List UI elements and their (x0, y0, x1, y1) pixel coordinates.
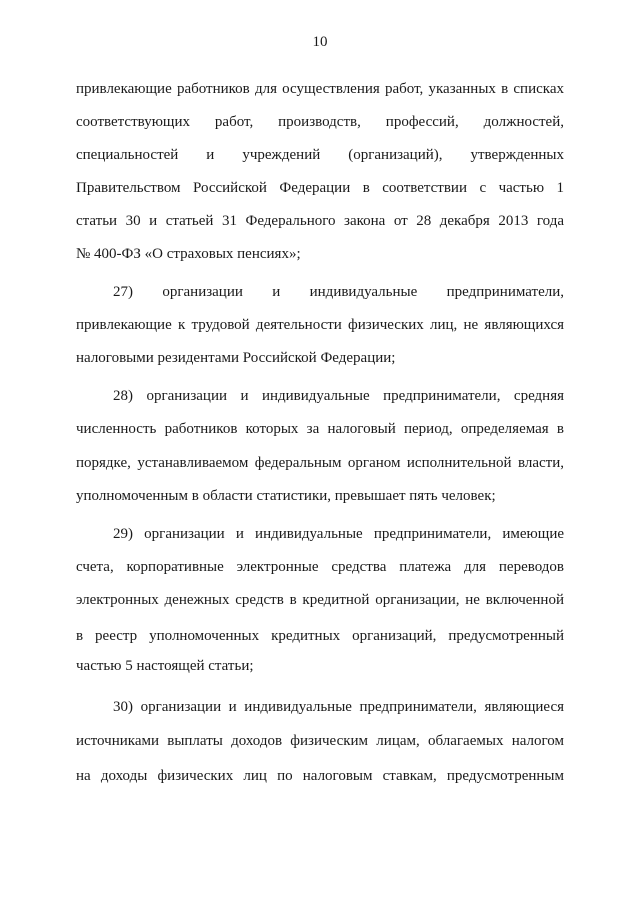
text-line: на доходы физических лиц по налоговым ставкам, предусмотренным (76, 768, 564, 784)
text-line: статьи 30 и статьей 31 Федерального закона от 28 декабря 2013 года (76, 213, 564, 229)
page-number: 10 (312, 34, 328, 50)
text-line: электронных денежных средств в кредитной организации, не включенной (76, 592, 564, 608)
text-line: налоговыми резидентами Российской Федерации; (76, 350, 396, 366)
text-line: соответствующих работ, производств, профессий, должностей, (76, 114, 564, 130)
item-28-line: 28) организации и индивидуальные предприниматели, средняя (113, 388, 564, 404)
text-line: привлекающие к трудовой деятельности физических лиц, не являющихся (76, 317, 564, 333)
text-line: источниками выплаты доходов физическим лицам, облагаемых налогом (76, 733, 564, 749)
text-line: частью 5 настоящей статьи; (76, 658, 254, 674)
text-line: численность работников которых за налоговый период, определяемая в (76, 421, 564, 437)
text-line: уполномоченным в области статистики, превышает пять человек; (76, 488, 496, 504)
item-27-line: 27) организации и индивидуальные предприниматели, (113, 284, 564, 300)
item-29-line: 29) организации и индивидуальные предприниматели, имеющие (113, 526, 564, 542)
text-line: порядке, устанавливаемом федеральным органом исполнительной власти, (76, 455, 564, 471)
text-line: № 400-ФЗ «О страховых пенсиях»; (76, 246, 301, 262)
text-line: специальностей и учреждений (организаций), утвержденных (76, 147, 564, 163)
text-line: в реестр уполномоченных кредитных организаций, предусмотренный (76, 628, 564, 644)
item-30-line: 30) организации и индивидуальные предприниматели, являющиеся (113, 699, 564, 715)
text-line: счета, корпоративные электронные средства платежа для переводов (76, 559, 564, 575)
text-line: Правительством Российской Федерации в соответствии с частью 1 (76, 180, 564, 196)
text-line: привлекающие работников для осуществления работ, указанных в списках (76, 81, 564, 97)
